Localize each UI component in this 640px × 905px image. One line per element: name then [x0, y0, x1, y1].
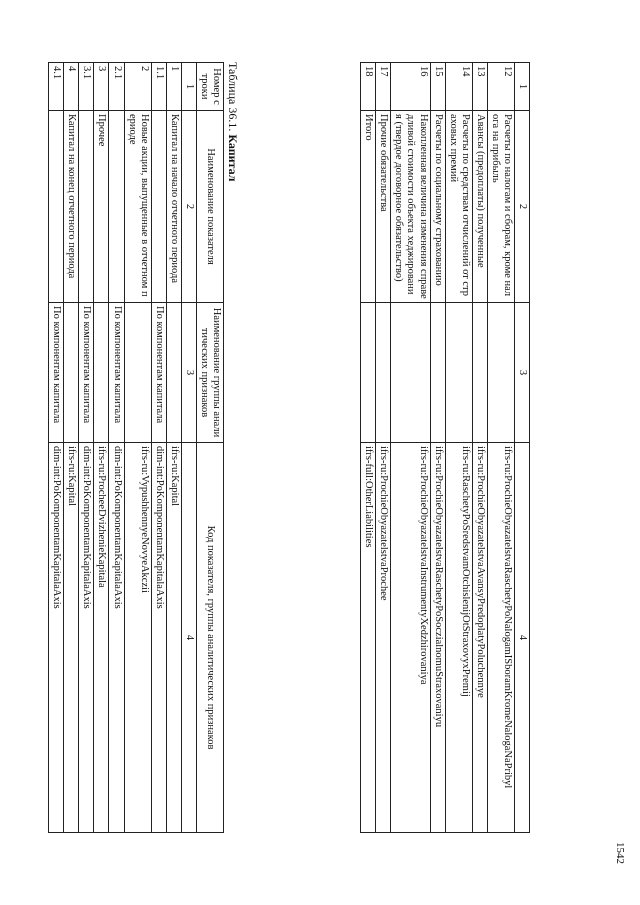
header-row	[514, 63, 529, 833]
table-row	[445, 63, 472, 833]
column-index: 3	[514, 303, 529, 443]
table-row	[64, 63, 79, 833]
column-index: 1	[514, 63, 529, 111]
indicator-code: ifrs-ru:ProchieObyazatelstvaInstrumentyXedzhirovaniya	[391, 443, 430, 833]
indicator-name: Накопленная величина изменения справедливой стоимости объекта хеджирования (твердое договорное обязательство)	[391, 111, 430, 303]
row-number: 18	[361, 63, 376, 111]
indicator-name: Прочее	[94, 111, 109, 303]
indicator-name: Итого	[361, 111, 376, 303]
table-row	[430, 63, 445, 833]
indicator-name: Расчеты по социальному страхованию	[430, 111, 445, 303]
group-name: По компонентам капитала	[151, 303, 166, 443]
indicator-code: ifrs-ru:VypushhennyeNovyeAkczii	[124, 443, 151, 833]
column-header: Номер строки	[196, 63, 223, 111]
page-number: 1542	[614, 842, 626, 864]
indicator-name	[109, 111, 124, 303]
indicator-name: Авансы (предоплаты) полученные	[472, 111, 487, 303]
indicator-code: ifrs-full:OtherLiabilities	[361, 443, 376, 833]
group-name	[124, 303, 151, 443]
indicator-code: ifrs-ru:ProchieObyazatelstvaProchee	[376, 443, 391, 833]
indicator-code: ifrs-ru:ProchieObyazatelstvaRaschetyPoNalogamISboramKromeNalogaNaPribyl	[487, 443, 514, 833]
row-number: 2	[124, 63, 151, 111]
indicator-name: Расчеты по средствам отчислений от страховых премий	[445, 111, 472, 303]
indicator-code: ifrs-ru:Kapital	[166, 443, 181, 833]
indicator-code: dim-int:PoKomponentamKapitalaAxis	[49, 443, 64, 833]
table-row	[109, 63, 124, 833]
index-row	[181, 63, 196, 833]
top-table	[360, 62, 530, 833]
column-index: 4	[514, 443, 529, 833]
indicator-code: ifrs-ru:ProcheeDvizhenieKapitala	[94, 443, 109, 833]
table-row	[124, 63, 151, 833]
group-name: По компонентам капитала	[109, 303, 124, 443]
table-row	[151, 63, 166, 833]
indicator-code: dim-int:PoKomponentamKapitalaAxis	[109, 443, 124, 833]
column-index: 2	[514, 111, 529, 303]
table-row	[166, 63, 181, 833]
column-header: Код показателя, группы аналитических признаков	[196, 443, 223, 833]
table-caption	[225, 62, 240, 181]
table-row	[79, 63, 94, 833]
table-row	[361, 63, 376, 833]
group-name	[391, 303, 430, 443]
indicator-name	[49, 111, 64, 303]
column-header: Наименование группы аналитических признаков	[196, 303, 223, 443]
row-number: 3	[94, 63, 109, 111]
indicator-name: Капитал на конец отчетного периода	[64, 111, 79, 303]
table-row	[49, 63, 64, 833]
row-number: 1.1	[151, 63, 166, 111]
caption-prefix: Таблица 36.1.	[226, 62, 240, 132]
table-row	[94, 63, 109, 833]
row-number: 13	[472, 63, 487, 111]
group-name	[430, 303, 445, 443]
column-index: 3	[181, 303, 196, 443]
row-number: 17	[376, 63, 391, 111]
row-number: 15	[430, 63, 445, 111]
column-header: Наименование показателя	[196, 111, 223, 303]
row-number: 4	[64, 63, 79, 111]
capital-table	[48, 62, 224, 833]
group-name	[94, 303, 109, 443]
indicator-code: dim-int:PoKomponentamKapitalaAxis	[79, 443, 94, 833]
indicator-code: ifrs-ru:Kapital	[64, 443, 79, 833]
row-number: 2.1	[109, 63, 124, 111]
table-row	[376, 63, 391, 833]
indicator-code: dim-int:PoKomponentamKapitalaAxis	[151, 443, 166, 833]
row-number: 14	[445, 63, 472, 111]
group-name	[376, 303, 391, 443]
header-row	[196, 63, 223, 833]
group-name: По компонентам капитала	[79, 303, 94, 443]
group-name	[166, 303, 181, 443]
table-row	[391, 63, 430, 833]
column-index: 2	[181, 111, 196, 303]
group-name	[487, 303, 514, 443]
row-number: 12	[487, 63, 514, 111]
group-name	[361, 303, 376, 443]
indicator-code: ifrs-ru:RaschetyPoSredstvamOtchislenijOtStraxovyxPremij	[445, 443, 472, 833]
column-index: 1	[181, 63, 196, 111]
group-name	[472, 303, 487, 443]
indicator-name: Прочие обязательства	[376, 111, 391, 303]
row-number: 3.1	[79, 63, 94, 111]
group-name: По компонентам капитала	[49, 303, 64, 443]
indicator-name	[151, 111, 166, 303]
row-number: 4.1	[49, 63, 64, 111]
indicator-name: Капитал на начало отчетного периода	[166, 111, 181, 303]
group-name	[445, 303, 472, 443]
row-number: 1	[166, 63, 181, 111]
row-number: 16	[391, 63, 430, 111]
indicator-code: ifrs-ru:ProchieObyazatelstvaAvansyPredoplatyPoluchennye	[472, 443, 487, 833]
table-row	[487, 63, 514, 833]
indicator-code: ifrs-ru:ProchieObyazatelstvaRaschetyPoSoczialnomuStraxovaniyu	[430, 443, 445, 833]
indicator-name	[79, 111, 94, 303]
caption-title: Капитал	[226, 134, 240, 182]
indicator-name: Новые акции, выпущенные в отчетном периоде	[124, 111, 151, 303]
indicator-name: Расчеты по налогам и сборам, кроме налога на прибыль	[487, 111, 514, 303]
column-index: 4	[181, 443, 196, 833]
group-name	[64, 303, 79, 443]
table-row	[472, 63, 487, 833]
